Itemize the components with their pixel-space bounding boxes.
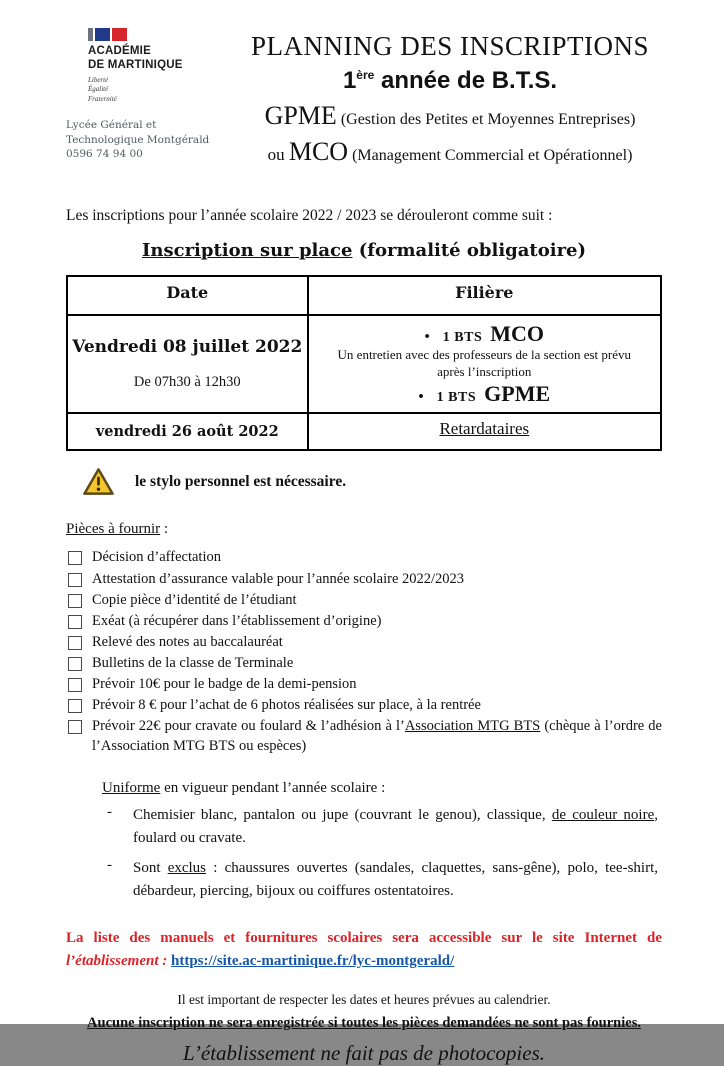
- warning-row: [66, 467, 662, 496]
- checklist-item: Prévoir 10€ pour le badge de la demi-pension: [66, 675, 662, 694]
- title-line4-mco: ou MCO (Management Commercial et Opérationnel): [267, 136, 633, 166]
- cell-retardataires: [308, 413, 661, 450]
- school-name-line1: Lycée Général et: [66, 118, 157, 131]
- document-header: [66, 28, 662, 167]
- section-heading: Inscription sur place (formalité obligatoire): [141, 239, 587, 261]
- cell-filiere: [308, 315, 661, 414]
- date-main: Vendredi 08 juillet 2022: [72, 337, 303, 358]
- dash-bullet: -: [107, 803, 112, 820]
- checkbox[interactable]: [68, 551, 82, 565]
- checkbox[interactable]: [68, 594, 82, 608]
- checkbox[interactable]: [68, 615, 82, 629]
- france-flag-icon: [88, 28, 238, 41]
- academy-logo-block: [66, 28, 238, 167]
- schedule-table: [66, 275, 662, 452]
- checkbox[interactable]: [68, 636, 82, 650]
- checklist-item: Prévoir 22€ pour cravate ou foulard & l’adhésion à l’Association MTG BTS (chèque à l’ordre de l’Association MTG BTS ou espèces): [66, 717, 662, 755]
- dash-bullet: -: [107, 857, 112, 874]
- motto-liberte: Liberté: [88, 75, 109, 84]
- checklist-item: Bulletins de la classe de Terminale: [66, 654, 662, 673]
- intro-text: Les inscriptions pour l’année scolaire 2022 / 2023 se dérouleront comme suit :: [66, 206, 553, 224]
- uniform-rule-allowed: - Chemisier blanc, pantalon ou jupe (couvrant le genou), classique, de couleur noire, foulard ou cravate.: [102, 804, 658, 851]
- academy-name-line1: ACADÉMIE: [88, 45, 151, 57]
- checklist-item: Exéat (à récupérer dans l’établissement d’origine): [66, 612, 662, 631]
- checkbox[interactable]: [68, 720, 82, 734]
- school-website-link[interactable]: https://site.ac-martinique.fr/lyc-montgerald/: [171, 952, 455, 969]
- uniform-section: [102, 780, 658, 904]
- warning-icon: [82, 467, 115, 496]
- retardataires-label: Retardataires: [439, 419, 530, 439]
- school-name-line2: Technologique Montgérald: [66, 133, 210, 146]
- footer-note-photocopies: L’établissement ne fait pas de photocopies.: [182, 1041, 545, 1066]
- school-phone: 0596 74 94 00: [66, 148, 143, 161]
- checklist-item: Attestation d’assurance valable pour l’année scolaire 2022/2023: [66, 570, 662, 589]
- supplies-notice: La liste des manuels et fournitures scolaires sera accessible sur le site Internet de l’établissement : https://site.ac-martinique.fr/lyc-montgerald/: [66, 929, 662, 969]
- mco-interview-note: Un entretien avec des professeurs de la section est prévu après l’inscription: [337, 346, 632, 379]
- school-info: [66, 118, 238, 162]
- motto-fraternite: Fraternité: [88, 95, 117, 104]
- academy-name-line2: DE MARTINIQUE: [88, 58, 183, 71]
- cell-date-august: vendredi 26 août 2022: [67, 413, 308, 450]
- table-row: [67, 413, 661, 450]
- checklist-item: Décision d’affectation: [66, 548, 662, 567]
- bts-mco-item: • 1 BTS MCO: [424, 320, 545, 346]
- cell-date-july: [67, 315, 308, 414]
- document-title: [238, 28, 662, 167]
- uniform-rule-excluded: - Sont exclus : chaussures ouvertes (sandales, claquettes, sans-gêne), polo, tee-shirt, débardeur, piercing, bijoux ou coiffures ostentatoires.: [102, 857, 658, 904]
- col-header-date: Date: [67, 276, 308, 315]
- table-header-row: [67, 276, 661, 315]
- checkbox[interactable]: [68, 678, 82, 692]
- checkbox[interactable]: [68, 573, 82, 587]
- title-line1: PLANNING DES INSCRIPTIONS: [250, 31, 650, 61]
- checklist-item: Relevé des notes au baccalauréat: [66, 633, 662, 652]
- bullet-icon: •: [418, 389, 424, 406]
- title-line2: 1ère année de B.T.S.: [342, 66, 558, 94]
- table-row: [67, 315, 661, 414]
- footer-note-dates: Il est important de respecter les dates et heures prévues au calendrier.: [177, 992, 551, 1008]
- title-line3-gpme: GPME (Gestion des Petites et Moyennes Entreprises): [264, 100, 636, 130]
- col-header-filiere: Filière: [308, 276, 661, 315]
- checklist-item: Copie pièce d’identité de l’étudiant: [66, 591, 662, 610]
- motto-egalite: Égalité: [88, 85, 109, 94]
- checkbox[interactable]: [68, 699, 82, 713]
- warning-text: le stylo personnel est nécessaire.: [135, 472, 347, 490]
- pieces-heading: Pièces à fournir :: [66, 521, 169, 538]
- bts-gpme-item: • 1 BTS GPME: [418, 381, 551, 407]
- checkbox[interactable]: [68, 657, 82, 671]
- republic-motto: [88, 76, 238, 105]
- uniform-heading: Uniforme en vigueur pendant l’année scolaire :: [102, 779, 386, 796]
- academy-name: [88, 45, 238, 73]
- pieces-checklist: [66, 548, 662, 755]
- checklist-item: Prévoir 8 € pour l’achat de 6 photos réalisées sur place, à la rentrée: [66, 696, 662, 715]
- bullet-icon: •: [424, 328, 430, 345]
- date-hours: De 07h30 à 12h30: [133, 374, 241, 391]
- footer-note-required-pieces: Aucune inscription ne sera enregistrée si toutes les pièces demandées ne sont pas fournies.: [87, 1015, 641, 1032]
